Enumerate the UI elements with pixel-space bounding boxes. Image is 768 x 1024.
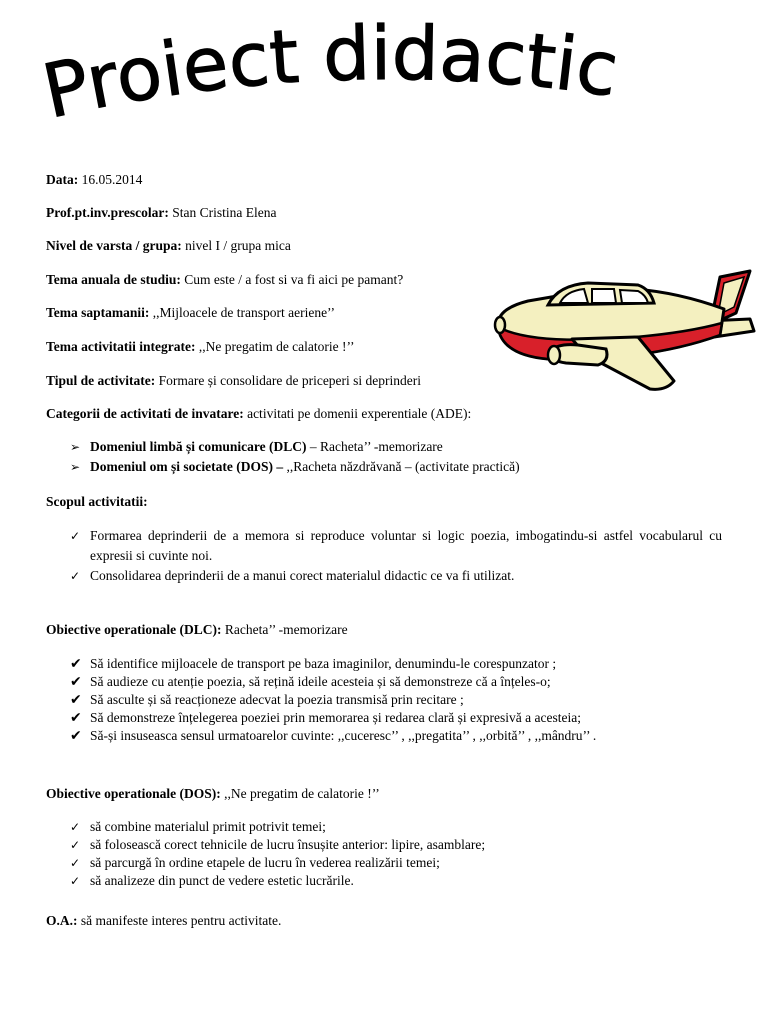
ob-dos-list (70, 818, 722, 890)
field-value: Cum este / a fost si va fi aici pe pamant? (180, 272, 404, 287)
field-value: Stan Cristina Elena (168, 205, 277, 220)
check-icon: ✔ (70, 656, 82, 672)
list-item (70, 437, 520, 457)
field-label: Categorii de activitati de invatare: (46, 406, 244, 421)
list-item: ✓ să folosească corect tehnicile de lucru însușite anterior: lipire, asamblare; (70, 837, 486, 852)
list-item: ✔ Să asculte și să reacționeze adecvat la poezia transmisă prin recitare ; (70, 692, 464, 708)
check-icon: ✓ (70, 529, 81, 543)
ob-dos-heading: Obiective operationale (DOS): ,,Ne pregatim de calatorie !’’ (46, 786, 380, 801)
domenii-list (70, 437, 520, 477)
list-item: ✓ să parcurgă în ordine etapele de lucru în vederea realizării temei; (70, 855, 440, 870)
check-icon: ✓ (70, 838, 81, 852)
check-icon: ✓ (70, 569, 81, 583)
domeniu-label: Domeniul om și societate (DOS) – (90, 459, 284, 474)
scopul-heading: Scopul activitatii: (46, 494, 148, 509)
check-icon: ✓ (70, 856, 81, 870)
field-label: Tipul de activitate: (46, 373, 156, 388)
list-item: ✔ Să audieze cu atenție poezia, să rețină ideile acesteia și să demonstreze că a înțeles-o; (70, 674, 551, 690)
list-item: ✓ să combine materialul primit potrivit temei; (70, 819, 326, 834)
check-icon: ✓ (70, 874, 81, 888)
field-nivel (46, 238, 291, 254)
field-tema-saptamanii (46, 305, 335, 321)
check-icon: ✔ (70, 692, 82, 708)
field-value: activitati pe domenii experentiale (ADE): (243, 406, 472, 421)
field-value: Formare și consolidare de priceperi si deprinderi (155, 373, 422, 388)
field-label: Tema activitatii integrate: (46, 339, 196, 354)
list-item: ✔ Să demonstreze înțelegerea poeziei prin memorarea și redarea clară și expresivă a acesteia; (70, 710, 581, 726)
scopul-list (70, 526, 722, 586)
ob-dlc-list (70, 655, 722, 745)
list-item: ✔ Să identifice mijloacele de transport pe baza imaginilor, denumindu-le corespunzator ; (70, 656, 557, 672)
check-icon: ✔ (70, 710, 82, 726)
field-value: ,,Mijloacele de transport aeriene’’ (149, 305, 336, 320)
check-icon: ✔ (70, 674, 82, 690)
title-text: Proiect didactic (35, 10, 624, 136)
field-label: Tema saptamanii: (46, 305, 150, 320)
wordart-title (0, 0, 768, 150)
field-label: Data: (46, 172, 79, 187)
field-tipul (46, 373, 421, 389)
field-label: Prof.pt.inv.prescolar: (46, 205, 169, 220)
field-label: Tema anuala de studiu: (46, 272, 181, 287)
list-item: ✓ Consolidarea deprinderii de a manui corect materialul didactic ce va fi utilizat. (70, 566, 722, 586)
field-value: ,,Ne pregatim de calatorie !’’ (195, 339, 355, 354)
list-item: ✓ să analizeze din punct de vedere estetic lucrările. (70, 873, 354, 888)
domeniu-value: ,,Racheta năzdrăvană – (activitate practică) (283, 459, 520, 474)
list-item: ✓ Formarea deprinderii de a memora si reproduce voluntar si logic poezia, imbogatindu-si astfel vocabularul cu expresii si cuvinte noi. (70, 528, 722, 563)
field-data (46, 172, 142, 188)
field-label: Nivel de varsta / grupa: (46, 238, 182, 253)
check-icon: ✔ (70, 728, 82, 744)
ob-dlc-heading: Obiective operationale (DLC): Racheta’’ -memorizare (46, 622, 348, 637)
domeniu-value: – Racheta’’ -memorizare (306, 439, 443, 454)
list-item: ✔ Să-și insuseasca sensul urmatoarelor cuvinte: ,,cuceresc’’ , ,,pregatita’’ , ,,orbită’’ , ,,mândru’’ . (70, 728, 597, 744)
svg-text:Proiect didactic (36, 11, 623, 136)
document-title (0, 0, 768, 150)
field-tema-anuala (46, 272, 403, 288)
field-value: 16.05.2014 (78, 172, 143, 187)
list-item (70, 457, 520, 477)
airplane-illustration (488, 265, 758, 395)
domeniu-label: Domeniul limbă și comunicare (DLC) (90, 439, 307, 454)
field-prof (46, 205, 276, 221)
check-icon: ✓ (70, 820, 81, 834)
field-tema-activitatii (46, 339, 355, 355)
oa-line: O.A.: să manifeste interes pentru activitate. (46, 913, 282, 928)
field-categorii (46, 406, 471, 422)
field-value: nivel I / grupa mica (181, 238, 291, 253)
